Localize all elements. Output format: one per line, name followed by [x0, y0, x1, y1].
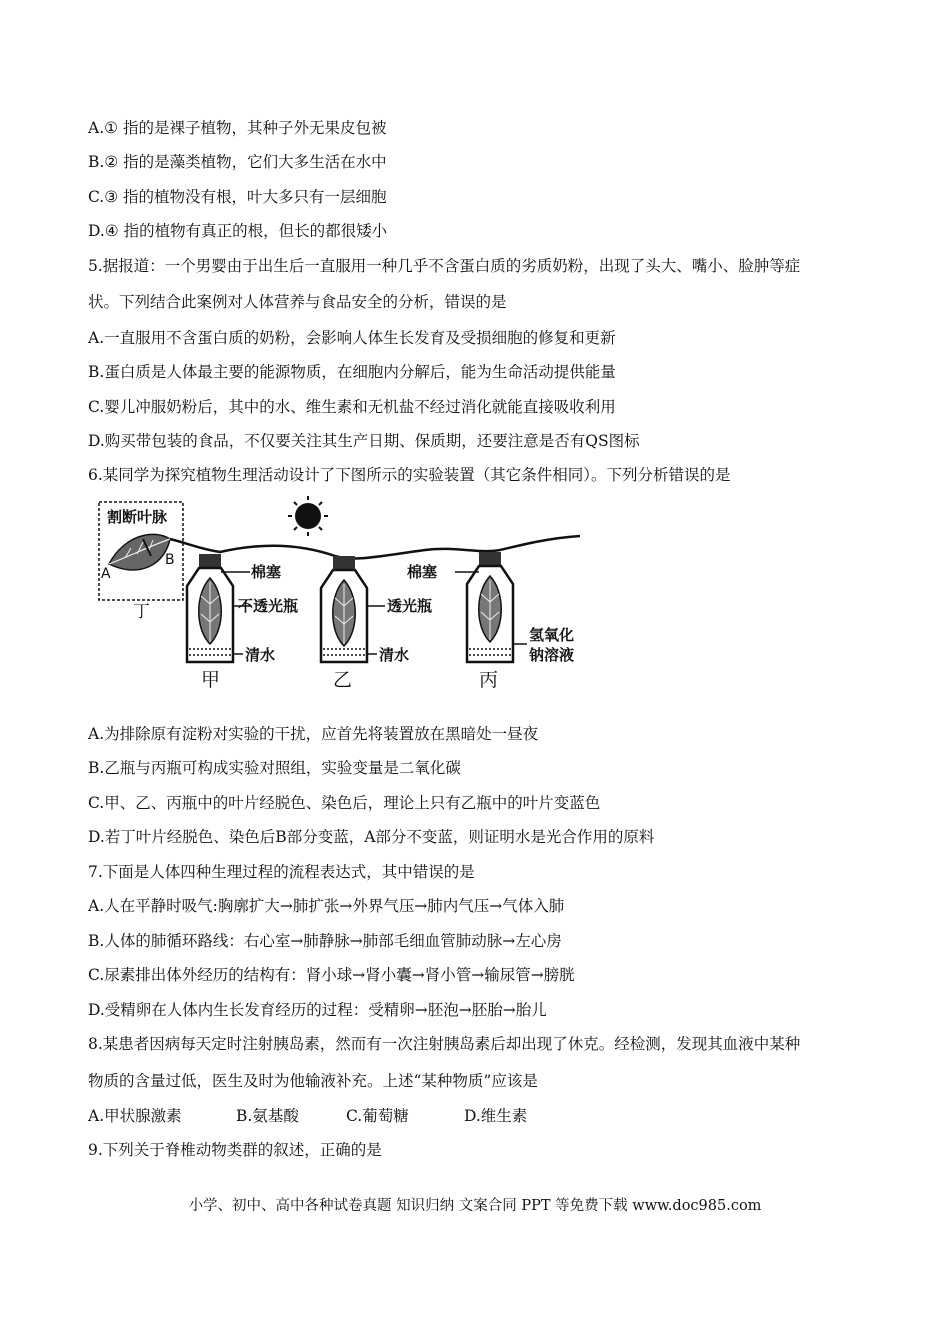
label-jia: 甲: [201, 669, 221, 691]
label-water-2: 清水: [379, 646, 410, 664]
q5-stem-line2: 状。下列结合此案例对人体营养与食品安全的分析，错误的是: [88, 293, 507, 311]
bottle-jia: [187, 554, 233, 662]
label-a: A: [101, 566, 111, 582]
q7-option-b: B.人体的肺循环路线：右心室→肺静脉→肺部毛细血管肺动脉→左心房: [88, 932, 562, 950]
q8-options-row: [88, 1106, 527, 1126]
q4-option-b: B.② 指的是藻类植物，它们大多生活在水中: [88, 153, 387, 171]
q5-option-d: D.购买带包装的食品，不仅要关注其生产日期、保质期，还要注意是否有QS图标: [88, 432, 640, 450]
sun-icon: [288, 496, 328, 536]
q4-option-d: D.④ 指的植物有真正的根，但长的都很矮小: [88, 222, 388, 240]
q6-stem: 6.某同学为探究植物生理活动设计了下图所示的实验装置（其它条件相同）。下列分析错误的是: [88, 466, 731, 484]
q8-stem-line1: 8.某患者因病每天定时注射胰岛素，然而有一次注射胰岛素后却出现了休克。经检测，发现其血液中某种: [88, 1035, 801, 1053]
label-opaque-bottle: 不透光瓶: [238, 597, 299, 615]
q5-option-c: C.婴儿冲服奶粉后，其中的水、维生素和无机盐不经过消化就能直接吸收利用: [88, 398, 616, 416]
q7-option-a: A.人在平静时吸气:胸廓扩大→肺扩张→外界气压→肺内气压→气体入肺: [88, 897, 565, 915]
label-naoh-line2: 钠溶液: [529, 646, 575, 664]
q7-option-d: D.受精卵在人体内生长发育经历的过程：受精卵→胚泡→胚胎→胎儿: [88, 1001, 547, 1019]
q6-option-c: C.甲、乙、丙瓶中的叶片经脱色、染色后，理论上只有乙瓶中的叶片变蓝色: [88, 794, 601, 812]
label-cut-vein: 割断叶脉: [107, 508, 168, 526]
label-ding: 丁: [133, 602, 150, 622]
q5-option-b: B.蛋白质是人体最主要的能源物质，在细胞内分解后，能为生命活动提供能量: [88, 363, 616, 381]
q6-option-d: D.若丁叶片经脱色、染色后B部分变蓝，A部分不变蓝，则证明水是光合作用的原料: [88, 828, 655, 846]
label-cotton-1: 棉塞: [251, 563, 282, 581]
q5-option-a: A.一直服用不含蛋白质的奶粉，会影响人体生长发育及受损细胞的修复和更新: [88, 329, 616, 347]
q4-option-a: A.① 指的是裸子植物，其种子外无果皮包被: [88, 119, 387, 137]
label-yi: 乙: [333, 669, 353, 691]
cotton-plug-jia: [199, 554, 221, 568]
q8-stem-line2: 物质的含量过低，医生及时为他输液补充。上述“某种物质”应该是: [88, 1072, 538, 1090]
q6-option-a: A.为排除原有淀粉对实验的干扰，应首先将装置放在黑暗处一昼夜: [88, 725, 539, 743]
cotton-plug-yi: [333, 556, 355, 570]
q9-stem: 9.下列关于脊椎动物类群的叙述，正确的是: [88, 1141, 382, 1159]
q8-option-c: C.葡萄糖: [346, 1107, 409, 1125]
cotton-plug-bing: [479, 552, 501, 566]
q6-option-b: B.乙瓶与丙瓶可构成实验对照组，实验变量是二氧化碳: [88, 759, 461, 777]
label-cotton-2: 棉塞: [407, 563, 438, 581]
experiment-apparatus-figure: [95, 494, 595, 694]
label-bing: 丙: [479, 669, 499, 691]
page-footer: 小学、初中、高中各种试卷真题 知识归纳 文案合同 PPT 等免费下载 www.doc985.com: [188, 1198, 762, 1214]
q8-option-d: D.维生素: [464, 1107, 528, 1125]
q5-stem-line1: 5.据报道：一个男婴由于出生后一直服用一种几乎不含蛋白质的劣质奶粉，出现了头大、嘴小、脸肿等症: [88, 257, 801, 275]
leaf-ding: [109, 534, 170, 570]
label-transparent-bottle: 透光瓶: [387, 597, 433, 615]
q8-option-a: A.甲状腺激素: [88, 1107, 182, 1125]
label-b: B: [165, 552, 175, 568]
q7-stem: 7.下面是人体四种生理过程的流程表达式，其中错误的是: [88, 863, 475, 881]
q8-option-b: B.氨基酸: [236, 1107, 299, 1125]
q4-option-c: C.③ 指的植物没有根，叶大多只有一层细胞: [88, 188, 387, 206]
plant-stem: [170, 536, 580, 558]
label-naoh-line1: 氢氧化: [529, 626, 575, 644]
bottle-bing: [467, 552, 513, 662]
q7-option-c: C.尿素排出体外经历的结构有：肾小球→肾小囊→肾小管→输尿管→膀胱: [88, 966, 575, 984]
label-water-1: 清水: [245, 646, 276, 664]
bottle-yi: [321, 556, 367, 662]
